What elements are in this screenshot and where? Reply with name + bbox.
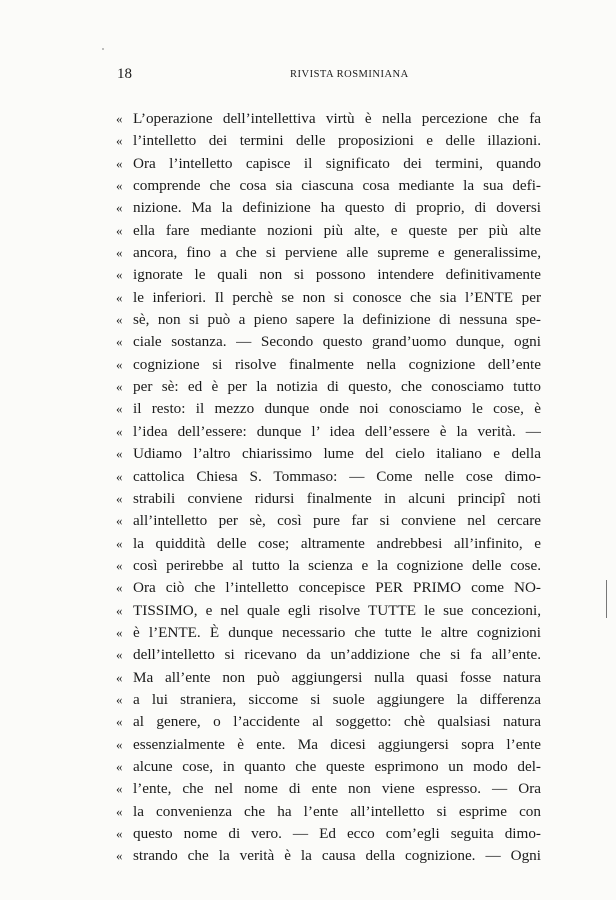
line-text: per sè: ed è per la notizia di questo, che conosciamo tutto	[133, 378, 541, 396]
line-text: L’operazione dell’intellettiva virtù è nella percezione che fa	[133, 110, 541, 127]
line-text: così perirebbe al tutto la scienza e la cognizione delle cose.	[133, 556, 541, 574]
quote-mark: «	[116, 200, 123, 216]
text-line	[116, 331, 541, 353]
line-text: comprende che cosa sia ciascuna cosa mediante la sua defi-	[133, 177, 541, 195]
text-line	[116, 398, 541, 420]
text-line	[116, 622, 541, 644]
line-text: cognizione si risolve finalmente nella cognizione dell’ente	[133, 355, 541, 373]
text-line	[116, 488, 541, 510]
quote-mark: «	[116, 446, 123, 462]
quote-mark: «	[116, 155, 123, 171]
text-line	[116, 533, 541, 555]
quote-mark: «	[116, 513, 123, 529]
quote-mark: «	[116, 490, 123, 506]
quote-mark: «	[116, 111, 123, 126]
quote-mark: «	[116, 379, 123, 395]
quote-mark: «	[116, 758, 123, 774]
margin-mark	[606, 580, 607, 618]
line-text: all’intelletto per sè, così pure far si conviene nel cercare	[133, 512, 541, 530]
line-text: è l’ENTE. È dunque necessario che tutte le altre cognizioni	[133, 623, 541, 641]
line-text: dell’intelletto si ricevano da un’addizione che si fa all’ente.	[133, 646, 541, 664]
quote-mark: «	[116, 781, 123, 797]
text-line	[116, 577, 541, 599]
quote-mark: «	[116, 624, 123, 640]
line-text: ancora, fino a che si perviene alle supreme e generalissime,	[133, 244, 541, 262]
text-line	[116, 689, 541, 711]
quote-mark: «	[116, 669, 123, 685]
text-line	[116, 823, 541, 845]
line-text: l’intelletto dei termini delle proposizioni e delle illazioni.	[133, 132, 541, 150]
text-line	[116, 667, 541, 689]
quote-mark: «	[116, 714, 123, 730]
quote-mark: «	[116, 602, 123, 618]
text-line	[116, 130, 541, 152]
text-line	[116, 197, 541, 219]
line-text: strando che la verità è la causa della cognizione. — Ogni	[133, 847, 541, 865]
text-line	[116, 555, 541, 577]
line-text: ciale sostanza. — Secondo questo grand’uomo dunque, ogni	[133, 333, 541, 351]
line-text: TISSIMO, e nel quale egli risolve TUTTE le sue concezioni,	[133, 601, 541, 619]
line-text: al genere, o l’accidente al soggetto: chè qualsiasi natura	[133, 713, 541, 731]
line-text: l’idea dell’essere: dunque l’ idea dell’essere è la verità. —	[133, 422, 541, 440]
text-line	[116, 443, 541, 465]
quote-mark: «	[116, 535, 123, 551]
quote-mark: «	[116, 736, 123, 752]
line-text: essenzialmente è ente. Ma dicesi aggiungersi sopra l’ente	[133, 735, 541, 753]
text-line	[116, 734, 541, 756]
page-speck	[102, 48, 104, 50]
quote-mark: «	[116, 647, 123, 663]
line-text: ella fare mediante nozioni più alte, e queste per più alte	[133, 221, 541, 239]
text-line	[116, 801, 541, 823]
quote-mark: «	[116, 133, 123, 149]
line-text: questo nome di vero. — Ed ecco com’egli seguita dimo-	[133, 825, 541, 842]
text-line	[116, 756, 541, 778]
text-line	[116, 778, 541, 800]
quote-mark: «	[116, 245, 123, 261]
quote-mark: «	[116, 691, 123, 707]
text-line	[116, 153, 541, 175]
text-line	[116, 644, 541, 666]
quote-mark: «	[116, 557, 123, 573]
quote-mark: «	[116, 468, 123, 484]
line-text: le inferiori. Il perchè se non si conosce che sia l’ENTE per	[133, 288, 541, 306]
quote-mark: «	[116, 356, 123, 372]
line-text: Udiamo l’altro chiarissimo lume del cielo italiano e della	[133, 445, 541, 463]
line-text: strabili conviene ridursi finalmente in alcuni principî noti	[133, 489, 541, 507]
quote-mark: «	[116, 178, 123, 194]
line-text: Ora ciò che l’intelletto concepisce PER PRIMO come NO-	[133, 579, 541, 597]
quote-mark: «	[116, 222, 123, 238]
text-line	[116, 510, 541, 532]
line-text: cattolica Chiesa S. Tommaso: — Come nelle cose dimo-	[133, 467, 541, 485]
line-text: Ma all’ente non può aggiungersi nulla quasi fosse natura	[133, 668, 541, 686]
text-line	[116, 242, 541, 264]
quote-mark: «	[116, 401, 123, 417]
text-line	[116, 466, 541, 488]
quote-mark: «	[116, 334, 123, 350]
text-line	[116, 421, 541, 443]
text-line	[116, 354, 541, 376]
line-text: il resto: il mezzo dunque onde noi conosciamo le cose, è	[133, 400, 541, 418]
line-text: alcune cose, in quanto che queste esprimono un modo del-	[133, 757, 541, 775]
text-line	[116, 287, 541, 309]
text-line	[116, 600, 541, 622]
quote-mark: «	[116, 826, 123, 841]
quote-mark: «	[116, 289, 123, 305]
line-text: l’ente, che nel nome di ente non viene espresso. — Ora	[133, 780, 541, 798]
text-line	[116, 309, 541, 331]
text-line	[116, 264, 541, 286]
page-number: 18	[117, 66, 132, 82]
text-line	[116, 175, 541, 197]
line-text: la quiddità delle cose; altramente andrebbesi all’infinito, e	[133, 534, 541, 552]
quote-mark: «	[116, 580, 123, 596]
line-text: la convenienza che ha l’ente all’intelletto si esprime con	[133, 802, 541, 820]
running-title: RIVISTA ROSMINIANA	[290, 69, 409, 80]
text-line	[116, 845, 541, 867]
quote-mark: «	[116, 848, 123, 864]
line-text: Ora l’intelletto capisce il significato dei termini, quando	[133, 154, 541, 172]
text-line	[116, 376, 541, 398]
line-text: ignorate le quali non si possono intendere definitivamente	[133, 266, 541, 284]
quote-mark: «	[116, 803, 123, 819]
quote-mark: «	[116, 423, 123, 439]
line-text: sè, non si può a pieno sapere la definizione di nessuna spe-	[133, 311, 541, 329]
quote-mark: «	[116, 312, 123, 328]
text-line	[116, 220, 541, 242]
text-line	[116, 108, 541, 130]
text-line	[116, 711, 541, 733]
quote-mark: «	[116, 267, 123, 283]
line-text: a lui straniera, siccome si suole aggiungere la differenza	[133, 690, 541, 708]
page-header	[0, 66, 616, 86]
body-text	[116, 108, 541, 868]
line-text: nizione. Ma la definizione ha questo di proprio, di doversi	[133, 199, 541, 217]
